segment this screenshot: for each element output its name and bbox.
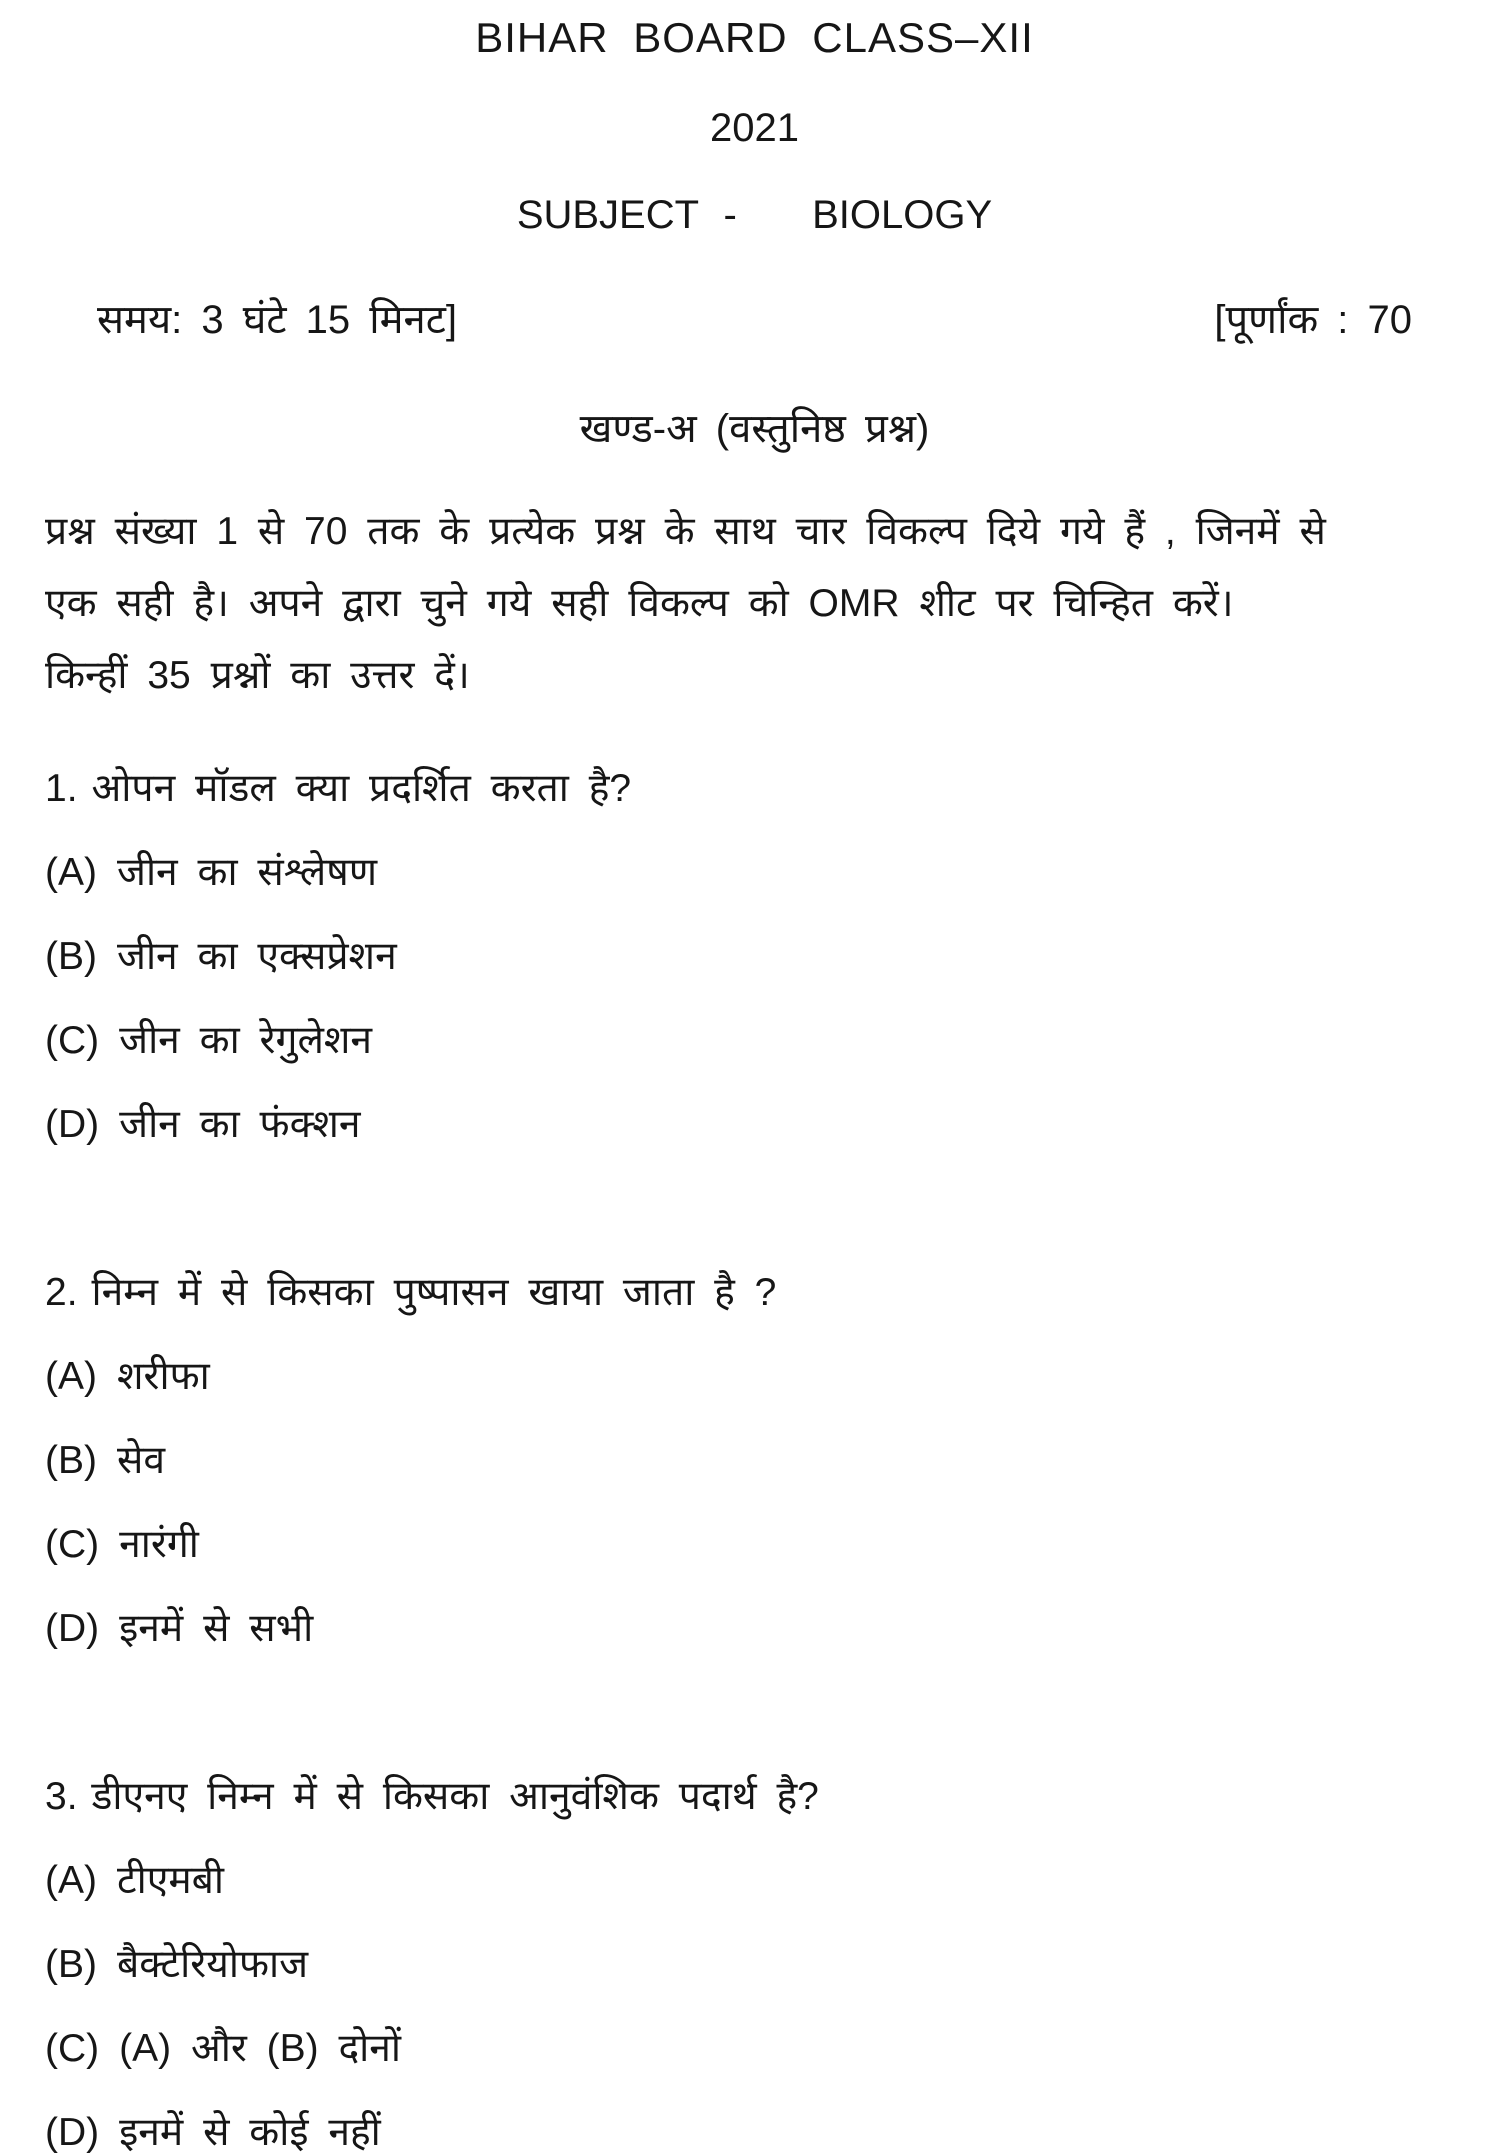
question-3-text-line [45, 1774, 1464, 1820]
question-2-option-c [45, 1522, 1464, 1568]
question-1-option-a [45, 850, 1464, 896]
question-3-option-b-label: (B) [45, 1943, 97, 1986]
question-1-option-a-label: (A) [45, 851, 97, 894]
paper-year: 2021 [710, 106, 799, 150]
instructions-paragraph [45, 496, 1464, 712]
question-1-text-line [45, 766, 1464, 812]
question-3-option-d-text: इनमें से कोई नहीं [119, 2111, 381, 2154]
question-3-option-b [45, 1942, 1464, 1988]
question-2-option-a-text: शरीफा [117, 1355, 210, 1398]
question-2-option-b [45, 1438, 1464, 1484]
question-1-option-c-text: जीन का रेगुलेशन [119, 1019, 373, 1062]
question-2-number: 2. [45, 1271, 78, 1314]
instruction-line-3: किन्हीं 35 प्रश्नों का उत्तर दें। [45, 654, 470, 697]
question-2-option-c-label: (C) [45, 1523, 100, 1566]
instruction-line-1: प्रश्न संख्या 1 से 70 तक के प्रत्येक प्रश्न के साथ चार विकल्प दिये गये हैं , जिनमें से [45, 510, 1326, 553]
question-2-option-b-label: (B) [45, 1439, 97, 1482]
question-1-option-b [45, 934, 1464, 980]
full-marks-label: [पूर्णांक : 70 [1214, 298, 1412, 342]
meta-row [45, 290, 1464, 345]
question-2 [45, 1270, 1464, 1652]
question-1-text: ओपन मॉडल क्या प्रदर्शित करता है? [91, 767, 632, 810]
question-2-option-d-text: इनमें से सभी [119, 1607, 314, 1650]
question-2-option-d [45, 1606, 1464, 1652]
question-3-option-c [45, 2026, 1464, 2072]
question-3-number: 3. [45, 1775, 78, 1818]
question-1-option-d [45, 1102, 1464, 1148]
question-3-option-b-text: बैक्टेरियोफाज [117, 1943, 309, 1986]
question-3-option-d-label: (D) [45, 2111, 100, 2154]
question-3-option-a-text: टीएमबी [117, 1859, 225, 1902]
question-1-option-a-text: जीन का संश्लेषण [117, 851, 378, 894]
paper-subject: SUBJECT - BIOLOGY [516, 193, 993, 237]
question-2-text-line [45, 1270, 1464, 1316]
question-3-option-a [45, 1858, 1464, 1904]
question-1-option-b-label: (B) [45, 935, 97, 978]
question-1-number: 1. [45, 767, 78, 810]
question-1-option-d-label: (D) [45, 1103, 100, 1146]
question-2-option-a-label: (A) [45, 1355, 97, 1398]
question-2-text: निम्न में से किसका पुष्पासन खाया जाता है ? [91, 1271, 777, 1314]
question-1-option-c [45, 1018, 1464, 1064]
question-3-text: डीएनए निम्न में से किसका आनुवंशिक पदार्थ है? [91, 1775, 819, 1818]
question-2-option-c-text: नारंगी [119, 1523, 199, 1566]
paper-title: BIHAR BOARD CLASS–XII [475, 14, 1034, 61]
question-1-option-b-text: जीन का एक्सप्रेशन [117, 935, 397, 978]
question-3-option-c-label: (C) [45, 2027, 100, 2070]
question-2-option-b-text: सेव [117, 1439, 166, 1482]
time-allowed-label: समय: 3 घंटे 15 मिनट] [97, 298, 458, 342]
instruction-line-2: एक सही है। अपने द्वारा चुने गये सही विकल्प को OMR शीट पर चिन्हित करें। [45, 582, 1234, 625]
question-3 [45, 1774, 1464, 2156]
question-3-option-a-label: (A) [45, 1859, 97, 1902]
question-2-option-a [45, 1354, 1464, 1400]
question-1-option-d-text: जीन का फंक्शन [119, 1103, 361, 1146]
question-3-option-c-text: (A) और (B) दोनों [119, 2027, 402, 2070]
question-3-option-d [45, 2110, 1464, 2156]
question-2-option-d-label: (D) [45, 1607, 100, 1650]
question-1 [45, 766, 1464, 1148]
section-heading: खण्ड-अ (वस्तुनिष्ठ प्रश्न) [579, 407, 930, 451]
question-1-option-c-label: (C) [45, 1019, 100, 1062]
